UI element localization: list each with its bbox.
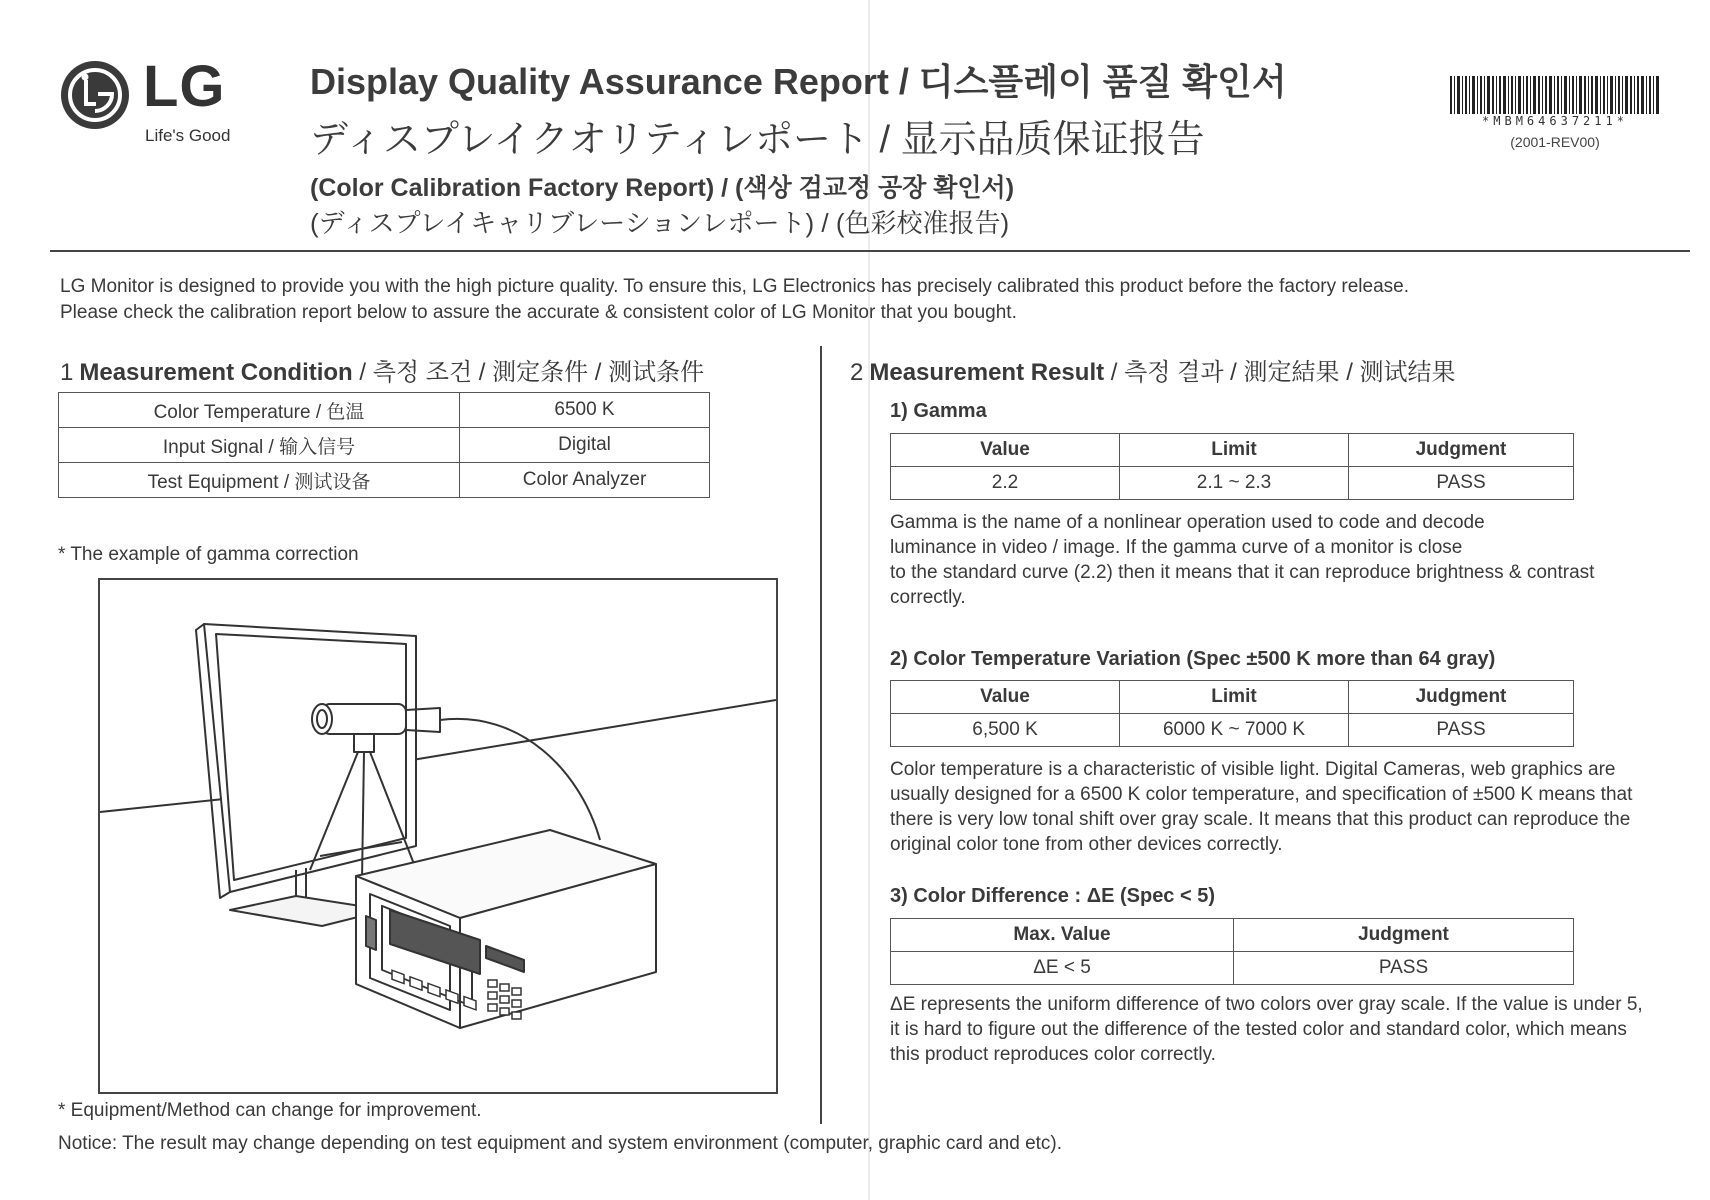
header-divider (50, 250, 1690, 252)
section-title: Measurement Condition (79, 359, 353, 386)
table-row (59, 393, 710, 428)
gamma-limit: 2.1 ~ 2.3 (1120, 467, 1349, 500)
color-temp-value: 6,500 K (891, 714, 1120, 747)
intro-text (60, 274, 1409, 326)
color-temp-result-table (890, 680, 1574, 747)
condition-value: 6500 K (460, 393, 710, 428)
gamma-subtitle: 1) Gamma (890, 400, 987, 422)
gamma-measurement-illustration (98, 578, 778, 1094)
color-diff-description: ΔE represents the uniform difference of two colors over gray scale. If the value is under 5, it is hard to figure out the difference of the tested color and standard color, which means this product reproduces color correctly. (890, 994, 1643, 1065)
color-temp-judgment: PASS (1349, 714, 1574, 747)
color-temp-limit: 6000 K ~ 7000 K (1120, 714, 1349, 747)
section-title-translations: / 측정 결과 / 測定結果 / 测试结果 (1104, 359, 1456, 386)
gamma-result-table (890, 433, 1574, 500)
column-header: Limit (1120, 434, 1349, 467)
section-title: Measurement Result (869, 359, 1105, 386)
gamma-judgment: PASS (1349, 467, 1574, 500)
table-header-row (891, 919, 1574, 952)
condition-label: Color Temperature / 色温 (59, 393, 460, 428)
column-header: Max. Value (891, 919, 1234, 952)
condition-value: Digital (460, 428, 710, 463)
section-2-heading (850, 352, 1456, 387)
lg-brand: LG (143, 54, 226, 119)
color-diff-value: ΔE < 5 (891, 952, 1234, 985)
lg-logo-icon (60, 60, 130, 130)
barcode-icon (1450, 76, 1660, 114)
table-row (59, 428, 710, 463)
condition-label: Test Equipment / 测试设备 (59, 463, 460, 498)
barcode-number: *MBM64637211* (1482, 114, 1628, 128)
intro-line: LG Monitor is designed to provide you with the high picture quality. To ensure this, LG Electronics has precisely calibrated this product before the factory release. (60, 276, 1410, 297)
gamma-description: Gamma is the name of a nonlinear operation used to code and decode luminance in video / image. If the gamma curve of a monitor is close to the standard curve (2.2) then it means that it can reproduce brightness & contrast correctly. (890, 512, 1595, 608)
column-divider (820, 346, 822, 1124)
table-row (59, 463, 710, 498)
table-row (891, 714, 1574, 747)
report-subtitle-jp-cn: (ディスプレイキャリブレーションレポート) / (色彩校准报告) (310, 208, 1010, 238)
table-row (891, 952, 1574, 985)
color-diff-result-table (890, 918, 1574, 985)
table-header-row (891, 681, 1574, 714)
color-temp-description: Color temperature is a characteristic of visible light. Digital Cameras, web graphics are usually designed for a 6500 K color temperature, and specification of ±500 K means that there is very low tonal shift over gray scale. It means that this product can reproduce the original color tone from other devices correctly. (890, 759, 1633, 855)
column-header: Value (891, 434, 1120, 467)
color-temp-subtitle: 2) Color Temperature Variation (Spec ±500 K more than 64 gray) (890, 648, 1496, 670)
column-header: Judgment (1349, 434, 1574, 467)
column-header: Judgment (1349, 681, 1574, 714)
column-header: Limit (1120, 681, 1349, 714)
section-title-translations: / 측정 조건 / 測定条件 / 测试条件 (352, 359, 705, 386)
table-header-row (891, 434, 1574, 467)
gamma-example-note: * The example of gamma correction (58, 544, 359, 565)
section-1-heading (60, 352, 704, 387)
report-title: Display Quality Assurance Report / 디스플레이 품질 확인서 (310, 61, 1287, 102)
column-header: Value (891, 681, 1120, 714)
color-diff-judgment: PASS (1234, 952, 1574, 985)
report-subtitle: (Color Calibration Factory Report) / (색상 검교정 공장 확인서) (310, 174, 1015, 202)
condition-value: Color Analyzer (460, 463, 710, 498)
equipment-note: * Equipment/Method can change for improvement. (58, 1100, 482, 1121)
monitor-calibration-drawing-icon (100, 580, 776, 1092)
notice-text: Notice: The result may change depending on test equipment and system environment (computer, graphic card and etc). (58, 1133, 1063, 1154)
table-row (891, 467, 1574, 500)
report-title-jp-cn: ディスプレイクオリティレポート / 显示品质保证报告 (310, 119, 1205, 161)
color-diff-subtitle: 3) Color Difference : ΔE (Spec < 5) (890, 885, 1216, 907)
gamma-value: 2.2 (891, 467, 1120, 500)
column-header: Judgment (1234, 919, 1574, 952)
condition-label: Input Signal / 输入信号 (59, 428, 460, 463)
lg-tagline: Life's Good (145, 126, 231, 145)
section-number: 2 (850, 359, 864, 386)
section-number: 1 (60, 359, 74, 386)
intro-line: Please check the calibration report below to assure the accurate & consistent color of LG Monitor that you bought. (60, 302, 1017, 323)
document-code: (2001-REV00) (1510, 134, 1600, 150)
measurement-condition-table (58, 392, 710, 498)
